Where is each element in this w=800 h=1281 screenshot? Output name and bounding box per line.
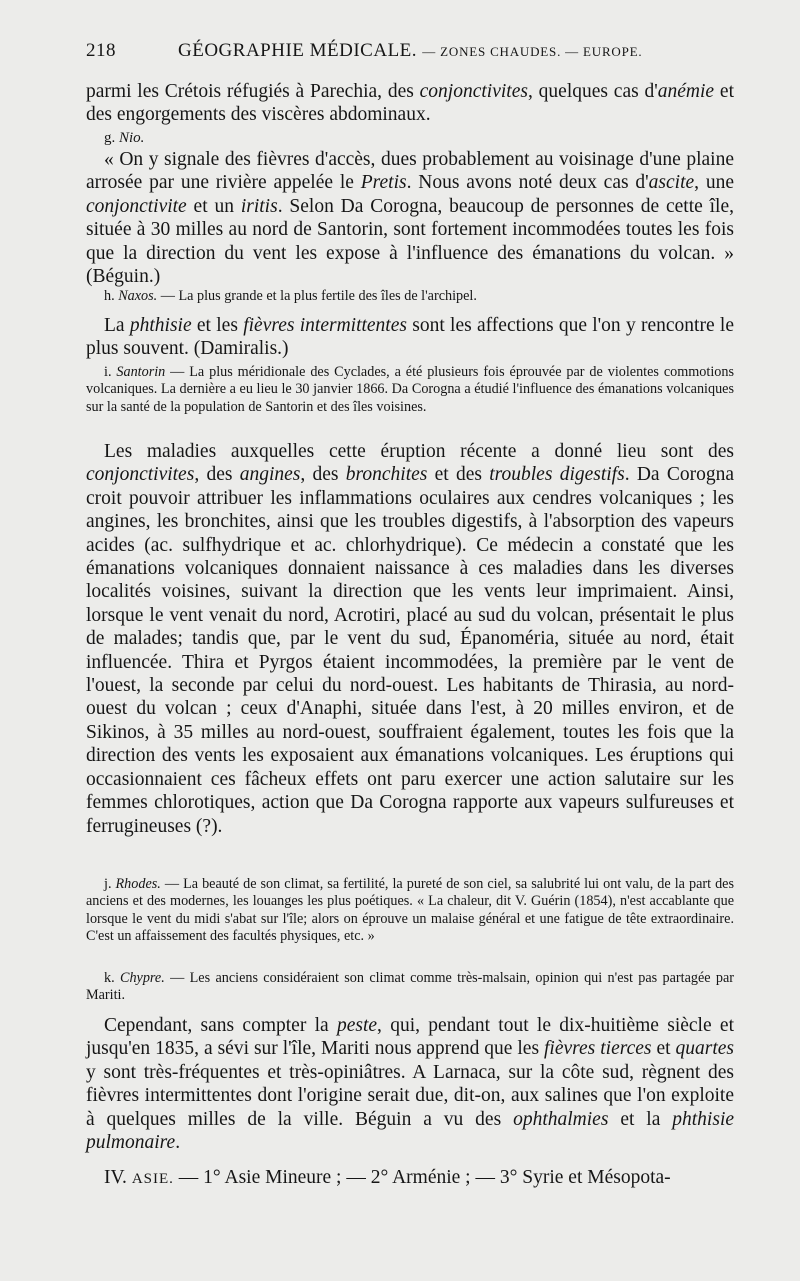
text: y sont très-fréquentes et très-opiniâtres. A Larnaca, sur la côte sud, règnent des fièvres intermittentes dont l'origine serait due, dit-on, aux salines que l'on exploite à quelques milles de la ville. Béguin a vu des xyxy=(86,1061,734,1130)
text: parmi les Crétois réfugiés à Parechia, des xyxy=(86,81,420,102)
text: et les xyxy=(191,315,244,336)
section-g-heading xyxy=(86,128,734,148)
section-name: Chypre. xyxy=(119,970,165,986)
emphasis: troubles digestifs xyxy=(489,464,625,486)
text: . xyxy=(175,1132,181,1154)
text: — Les anciens considéraient son climat comme très-malsain, opinion qui n'est pas partagée par Mariti. xyxy=(86,970,735,1004)
paragraph-5 xyxy=(86,1014,734,1154)
text: . Nous avons noté deux cas d' xyxy=(406,172,649,194)
emphasis: peste xyxy=(336,1015,378,1036)
paragraph-1 xyxy=(86,80,734,127)
text: et un xyxy=(186,195,241,217)
text: Les maladies auxquelles cette éruption récente a donné lieu sont des xyxy=(104,441,734,462)
section-letter: g. xyxy=(104,130,119,146)
section-letter: i. xyxy=(104,364,117,380)
text: , quelques cas d' xyxy=(527,81,658,102)
emphasis: conjonctivites xyxy=(419,81,528,102)
section-letter: j. xyxy=(104,876,116,892)
section-letter: h. xyxy=(104,288,119,304)
text: sont les affections que l'on y rencontre le plus souvent. (Damiralis.) xyxy=(86,315,734,360)
section-h-note xyxy=(86,288,734,305)
paragraph-2 xyxy=(86,148,734,288)
text: , des xyxy=(194,464,240,486)
text: et des xyxy=(427,464,490,486)
emphasis: angines xyxy=(239,464,301,486)
header-main-title: GÉOGRAPHIE MÉDICALE. xyxy=(178,40,418,61)
paragraph-3 xyxy=(86,314,734,361)
text: , des xyxy=(300,464,346,486)
text: . Da Corogna croit pouvoir attribuer les inflammations oculaires aux cendres volcaniques ; les angines, les bronchites, ainsi que les troubles digestifs, à l'absorption des vapeurs acides (ac. sulfhydrique et ac. chlorhydrique). Ce médecin a constaté que les émanations volcaniques donnaient naissance à ces maladies dans les diverses localités voisines, suivant la direction que les vents leur imprimaient. Ainsi, lorsque le vent venait du nord, Acrotiri, placé au sud du volcan, présentait le plus de malades; tandis que, par le vent du sud, Épanoméria, située au nord, était influencée. Thira et Pyrgos étaient incommodées, la première par le vent de l'ouest, la seconde par celui du nord-ouest. Les habitants de Thirasia, au nord-ouest du volcan ; ceux d'Anaphi, située dans l'est, à 20 milles environ, et de Sikinos, à 35 milles au nord-ouest, souffraient également, toutes les fois que la direction des vents les exposaient aux émanations volcaniques. Les éruptions qui occasionnaient ces fâcheux effets ont paru exercer une action salutaire sur les femmes chlorotiques, action que Da Corogna rapporte aux vapeurs sulfureuses et ferrugineuses (?). xyxy=(86,464,734,837)
emphasis: fièvres intermittentes xyxy=(243,315,407,336)
section-j-note xyxy=(86,876,734,946)
section-name: Rhodes. xyxy=(115,876,161,892)
emphasis: Pretis xyxy=(360,172,407,194)
text: , une xyxy=(694,172,735,194)
emphasis: conjonctivite xyxy=(86,195,187,217)
section-name: Naxos. xyxy=(118,288,158,304)
emphasis: conjonctivites xyxy=(86,464,195,486)
text: « On y signale des fièvres d'accès, dues probablement au voisinage d'une plaine arrosée par une rivière appelée le xyxy=(86,149,734,194)
header-title xyxy=(178,40,642,62)
text: — 1° Asie Mineure ; — 2° Arménie ; — 3° Syrie et Mésopota- xyxy=(173,1167,671,1188)
emphasis: phthisie xyxy=(129,315,192,336)
text: et des engorgements des viscères abdominaux. xyxy=(86,81,734,126)
paragraph-4 xyxy=(86,440,734,838)
emphasis: anémie xyxy=(657,81,715,102)
emphasis: phthisie pulmonaire xyxy=(86,1108,735,1154)
paragraph-6 xyxy=(86,1166,734,1191)
text: — La plus méridionale des Cyclades, a été plusieurs fois éprouvée par de violentes commotions volcaniques. La dernière a eu lieu le 30 janvier 1866. Da Corogna a étudié l'influence des émanations volcaniques sur la santé de la population de Santorin et des îles voisines. xyxy=(86,364,734,415)
section-roman-number: IV. xyxy=(104,1167,132,1188)
text: et la xyxy=(608,1108,673,1130)
text: La xyxy=(104,315,130,336)
text: et xyxy=(651,1038,676,1060)
section-name: Nio. xyxy=(119,130,145,146)
section-title: ASIE. xyxy=(131,1171,174,1187)
emphasis: quartes xyxy=(675,1038,734,1060)
header-subtitle: — ZONES CHAUDES. — EUROPE. xyxy=(422,44,643,59)
text: — La plus grande et la plus fertile des îles de l'archipel. xyxy=(157,288,477,304)
section-k-note xyxy=(86,970,734,1005)
section-name: Santorin xyxy=(116,364,166,380)
text: — La beauté de son climat, sa fertilité, la pureté de son ciel, sa salubrité lui ont valu, de la part des anciens et des modernes, les louanges les plus poétiques. « La chaleur, dit V. Guérin (1854), n'est accablante que lorsque le vent du midi s'abat sur l'île; alors on éprouve un malaise général et une fatigue de tête extraordinaire. C'est un affaissement des facultés physiques, etc. » xyxy=(86,876,734,945)
emphasis: fièvres tierces xyxy=(544,1038,652,1060)
emphasis: iritis xyxy=(240,195,278,217)
page-number: 218 xyxy=(86,40,116,61)
section-letter: k. xyxy=(104,970,120,986)
text: . Selon Da Corogna, beaucoup de personnes de cette île, située à 30 milles au nord de Santorin, sont fortement incommodées toutes les fois que la direction du vent les expose à l'influence des émanations du volcan. » (Béguin.) xyxy=(86,195,735,288)
emphasis: ascite xyxy=(648,172,695,194)
running-header xyxy=(86,40,734,70)
text: Cependant, sans compter la xyxy=(104,1015,337,1036)
text: , qui, pendant tout le dix-huitième siècle et jusqu'en 1835, a sévi sur l'île, Mariti nous apprend que les xyxy=(86,1015,734,1060)
emphasis: ophthalmies xyxy=(513,1108,609,1130)
emphasis: bronchites xyxy=(345,464,428,486)
section-i-note xyxy=(86,364,734,416)
